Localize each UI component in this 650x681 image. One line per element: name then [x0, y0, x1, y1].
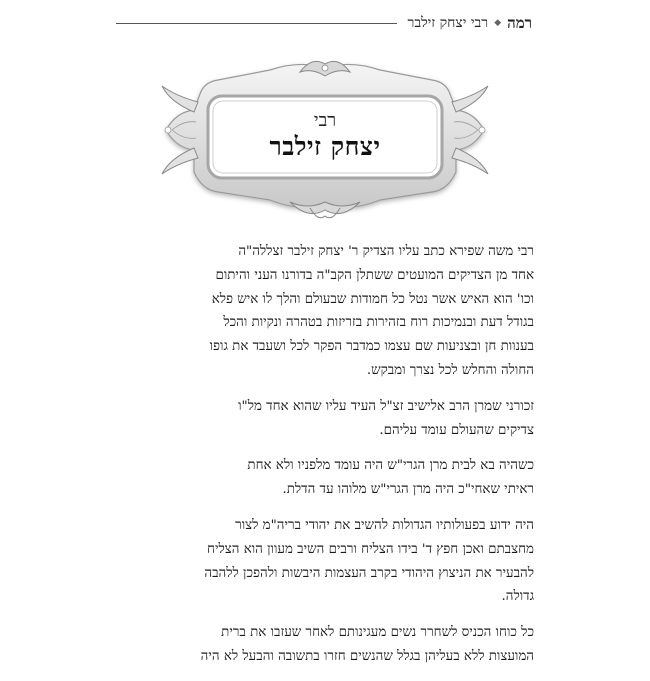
text-line: כל כוחו הכניס לשחרר נשים מעגינותם לאחר שעזבו את ברית [221, 625, 534, 641]
running-header [116, 10, 532, 36]
text-line: בענוות חן ובצניעות שם עצמו כמדבר הפקר לכל ושעבד את גופו [209, 339, 534, 355]
header-rule [116, 23, 397, 24]
text-line: צדיקים שהעולם עומד עליהם. [379, 422, 534, 438]
ornamental-title-frame [150, 50, 500, 225]
title-plate [214, 102, 436, 172]
text-line: כשהיה בא לבית מרן הגרי"ש היה עומד מלפניו ולא אחת [247, 458, 534, 474]
running-title: רבי יצחק זילבר [407, 14, 489, 31]
paragraph [114, 454, 534, 502]
text-line: המועצות ללא בעליהן בגלל שהנשים חזרו בתשובה והבעל לא היה [200, 648, 534, 664]
title-name: יצחק זילבר [269, 132, 381, 162]
text-line: זכורני שמרן הרב אלישיב זצ"ל העיד עליו שהוא אחד מל"ו [238, 398, 534, 414]
chapter-label: רמה [507, 13, 532, 32]
text-line: ראיתי שאחי"כ היה מרן הגרי"ש מלוהו עד הדלת. [282, 482, 534, 498]
text-line: מחצבתם ואכן חפץ ד' בידו הצליח ורבים השיב מעוון הוא הצליח [207, 541, 534, 557]
text-line: רבי משה שפירא כתב עליו הצדיק ר' יצחק זילבר זצללה"ה [238, 244, 534, 259]
text-line: וכו' הוא האיש אשר נטל כל חמודות שבעולם והלך לו איש פלא [211, 291, 534, 307]
text-line: להבעיר את הניצוץ היהודי בקרב העצמות היבשות ולהפכן ללהבה [204, 565, 534, 581]
paragraph [114, 240, 534, 383]
body-text [114, 240, 534, 681]
text-line: בגודל דעת ובנמיכות רוח בזהירות בזריזות בטהרה ונקיות והכל [223, 315, 534, 331]
text-line: גדולה. [501, 589, 534, 605]
text-line: אחד מן הצדיקים המועטים ששתלן הקב"ה בדורנו העני והיתום [215, 267, 534, 283]
paragraph [114, 514, 534, 609]
text-line: החולה והחלש לכל נצרך ומבקש. [366, 362, 534, 378]
paragraph [114, 621, 534, 669]
title-honorific: רבי [313, 110, 337, 132]
paragraph [114, 395, 534, 443]
text-line: היה ידוע בפעולותיו הגדולות להשיב את יהודי בריה"מ לצור [235, 517, 534, 533]
separator-icon: ◆ [494, 18, 502, 28]
